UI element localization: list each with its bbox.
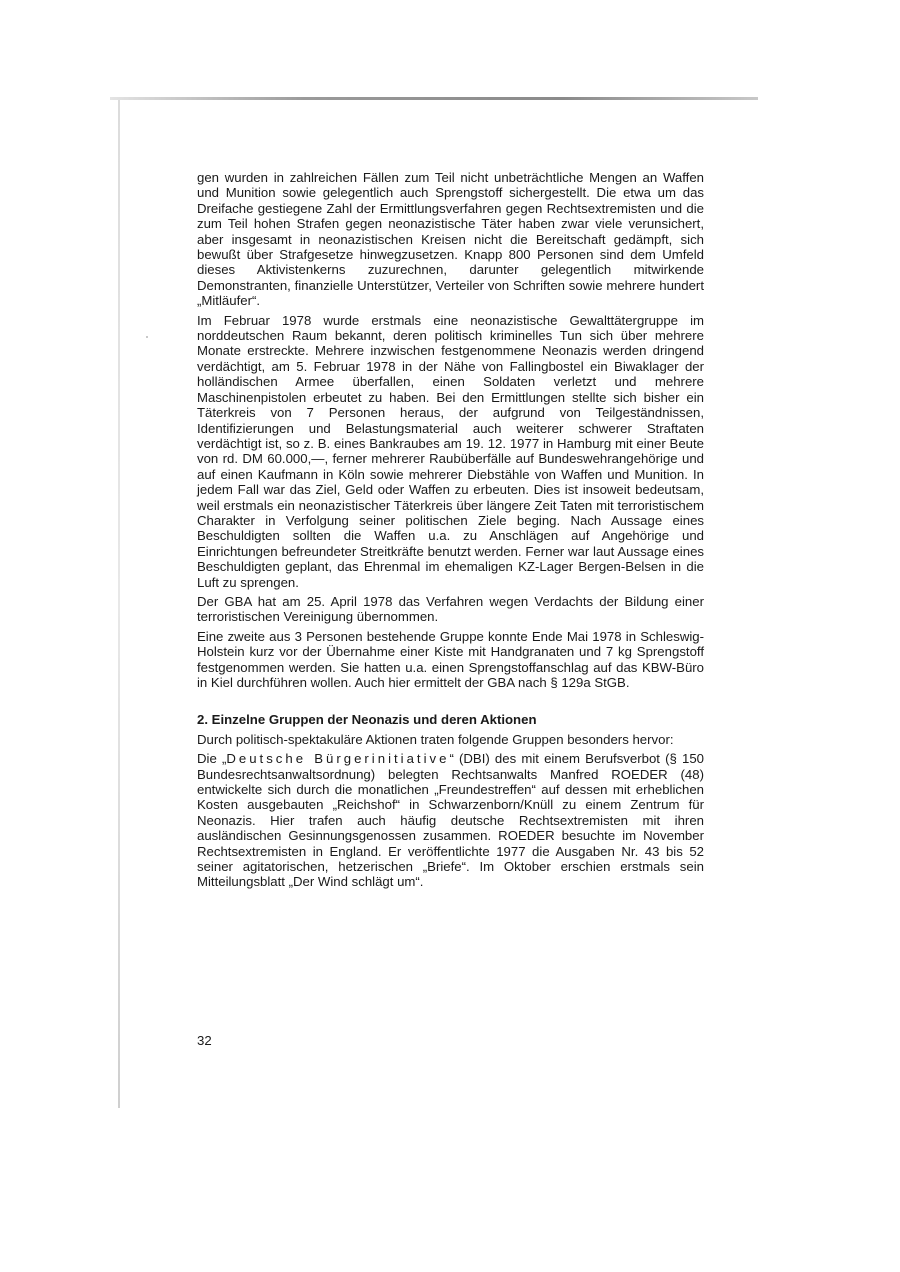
paragraph-weapons-seized: gen wurden in zahlreichen Fällen zum Teil nicht unbeträchtliche Mengen an Waffen und Munition sowie gelegentlich auch Sprengstoff sichergestellt. Die etwa um das Dreifache gestiegene Zahl der Ermittlungsverfahren gegen Rechtsextremisten und die zum Teil hohen Strafen gegen neonazistische Täter haben zwar viele verunsichert, aber insgesamt in neonazistischen Kreisen nicht die Bereitschaft gedämpft, sich bewußt über Strafgesetze hinwegzusetzen. Knapp 800 Personen sind dem Umfeld dieses Aktivistenkerns zuzurechnen, darunter gelegentlich mitwirkende Demonstranten, finanzielle Unterstützer, Verteiler von Schriften sowie mehrere hundert „Mitläufer“. — [197, 170, 704, 309]
paragraph-second-group-may-1978: Eine zweite aus 3 Personen bestehende Gruppe konnte Ende Mai 1978 in Schleswig-Holstein kurz vor der Übernahme einer Kiste mit Handgranaten und 7 kg Sprengstoff festgenommen werden. Sie hatten u.a. einen Sprengstoffanschlag auf das KBW-Büro in Kiel durchführen wollen. Auch hier ermittelt der GBA nach § 129a StGB. — [197, 628, 704, 690]
page-number: 32 — [197, 1033, 212, 1048]
scan-speck — [146, 336, 148, 338]
section-heading: 2. Einzelne Gruppen der Neonazis und deren Aktionen — [197, 712, 537, 728]
paragraph-section-intro: Durch politisch-spektakuläre Aktionen traten folgende Gruppen besonders hervor: — [197, 731, 674, 747]
dbi-spaced-name: Deutsche Bürgerinitiative — [226, 751, 450, 767]
scan-top-edge — [110, 97, 758, 100]
text-column — [197, 170, 704, 894]
dbi-prefix: Die „ — [197, 751, 227, 767]
paragraph-february-1978-group: Im Februar 1978 wurde erstmals eine neonazistische Gewalttätergruppe im norddeutschen Raum bekannt, deren politisch kriminelles Tun sich über mehrere Monate erstreckte. Mehrere inzwischen festgenommene Neonazis werden dringend verdächtigt, am 5. Februar 1978 in der Nähe von Fallingbostel ein Biwaklager der holländischen Armee überfallen, einen Soldaten verletzt und mehrere Maschinenpistolen erbeutet zu haben. Bei den Ermittlungen stellte sich bisher ein Täterkreis von 7 Personen heraus, der aufgrund von Teilgeständnissen, Identifizierungen und Belastungsmaterial auch weiterer schwerer Straftaten verdächtigt ist, so z. B. eines Bankraubes am 19. 12. 1977 in Hamburg mit einer Beute von rd. DM 60.000,—, ferner mehrerer Raubüberfälle auf Bundeswehrangehörige und auf einen Kaufmann in Köln sowie mehrerer Diebstähle von Waffen und Munition. In jedem Fall war das Ziel, Geld oder Waffen zu erbeuten. Dies ist insoweit bedeutsam, weil erstmals ein neonazistischer Täterkreis über längere Zeit Taten mit terroristischem Charakter in Verfolgung seiner politischen Ziele beging. Nach Aussage eines Beschuldigten sollten die Waffen u.a. zu Anschlägen auf Angehörige und Einrichtungen befreundeter Streitkräfte benutzt werden. Ferner war laut Aussage eines Beschuldigten geplant, das Ehrenmal im ehemaligen KZ-Lager Bergen-Belsen in die Luft zu sprengen. — [197, 312, 704, 590]
paragraph-gba-april-1978: Der GBA hat am 25. April 1978 das Verfahren wegen Verdachts der Bildung einer terroristischen Vereinigung übernommen. — [197, 593, 704, 625]
paragraph-dbi — [197, 751, 704, 890]
dbi-rest: “ (DBI) des mit einem Berufsverbot (§ 150 Bundesrechtsanwaltsordnung) belegten Rechtsanwalts Manfred ROEDER (48) entwickelte sich durch die monatlichen „Freundestreffen“ auf dessen mit erheblichen Kosten ausgebauten „Reichshof“ in Schwarzenborn/Knüll zu einem Zentrum für Neonazis. Hier trafen auch häufig deutsche Rechtsextremisten mit ihren ausländischen Gesinnungsgenossen zusammen. ROEDER besuchte im November Rechtsextremisten in England. Er veröffentlichte 1977 die Ausgaben Nr. 43 bis 52 seiner agitatorischen, hetzerischen „Briefe“. Im Oktober erschien erstmals sein Mitteilungsblatt „Der Wind schlägt um“. — [197, 751, 704, 890]
scan-left-edge — [118, 100, 120, 1108]
